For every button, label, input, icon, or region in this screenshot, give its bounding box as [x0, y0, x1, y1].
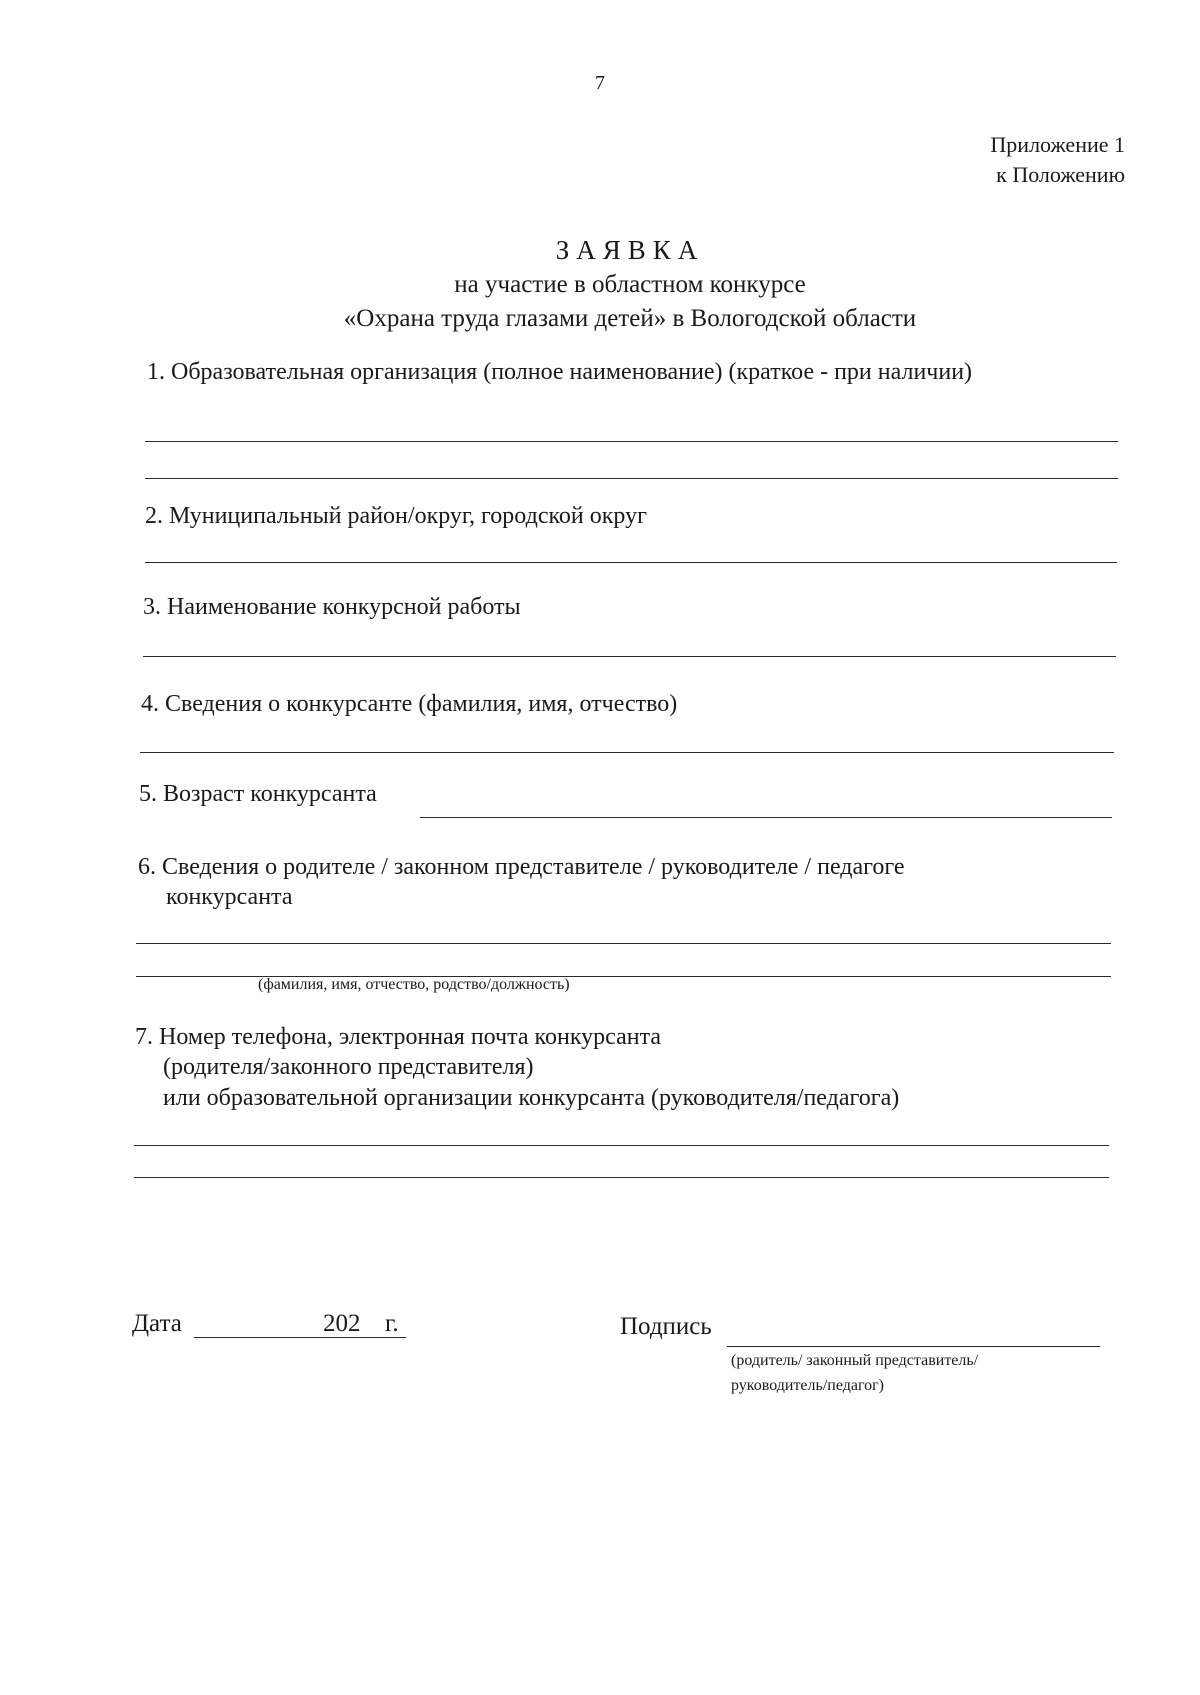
item-5-label: 5. Возраст конкурсанта: [139, 781, 377, 807]
appendix-line-2: к Положению: [996, 162, 1125, 187]
item-6-fill-line-1[interactable]: [136, 943, 1111, 944]
item-2-fill-line[interactable]: [145, 562, 1117, 563]
item-7-label-3: или образовательной организации конкурсанта (руководителя/педагога): [163, 1085, 900, 1111]
item-5-fill-line[interactable]: [420, 817, 1112, 818]
item-7-label-2: (родителя/законного представителя): [163, 1054, 534, 1080]
date-year-suffix: г.: [385, 1310, 399, 1337]
item-3-label: 3. Наименование конкурсной работы: [143, 594, 521, 620]
item-1-label: 1. Образовательная организация (полное наименование) (краткое - при наличии): [147, 359, 973, 385]
signature-label: Подпись: [620, 1313, 712, 1340]
document-title: ЗАЯВКА: [555, 235, 705, 265]
item-1-fill-line-2[interactable]: [145, 478, 1118, 479]
item-7-fill-line-1[interactable]: [134, 1145, 1109, 1146]
item-6-hint: (фамилия, имя, отчество, родство/должность): [258, 976, 570, 993]
document-subtitle-2: «Охрана труда глазами детей» в Вологодской области: [343, 305, 917, 332]
signature-fill-line[interactable]: [727, 1346, 1100, 1347]
item-7-label-1: 7. Номер телефона, электронная почта конкурсанта: [135, 1024, 662, 1050]
date-year: 202: [323, 1310, 361, 1337]
item-3-fill-line[interactable]: [143, 656, 1116, 657]
item-6-label-1: 6. Сведения о родителе / законном представителе / руководителе / педагоге: [138, 854, 905, 880]
date-label: Дата: [132, 1310, 182, 1337]
item-2-label: 2. Муниципальный район/округ, городской округ: [145, 503, 647, 529]
appendix-line-1: Приложение 1: [990, 132, 1125, 157]
signature-hint-2: руководитель/педагог): [731, 1377, 885, 1394]
appendix-note: [990, 130, 1125, 190]
item-1-fill-line-1[interactable]: [145, 441, 1118, 442]
item-4-fill-line[interactable]: [140, 752, 1114, 753]
item-6-label-2: конкурсанта: [166, 884, 293, 910]
item-7-fill-line-2[interactable]: [134, 1177, 1109, 1178]
page-number: 7: [595, 72, 605, 94]
date-fill-line[interactable]: [194, 1337, 406, 1338]
item-4-label: 4. Сведения о конкурсанте (фамилия, имя, отчество): [141, 691, 678, 717]
document-subtitle-1: на участие в областном конкурсе: [454, 271, 806, 298]
title-block: [0, 232, 1200, 336]
signature-hint-1: (родитель/ законный представитель/: [731, 1352, 979, 1369]
